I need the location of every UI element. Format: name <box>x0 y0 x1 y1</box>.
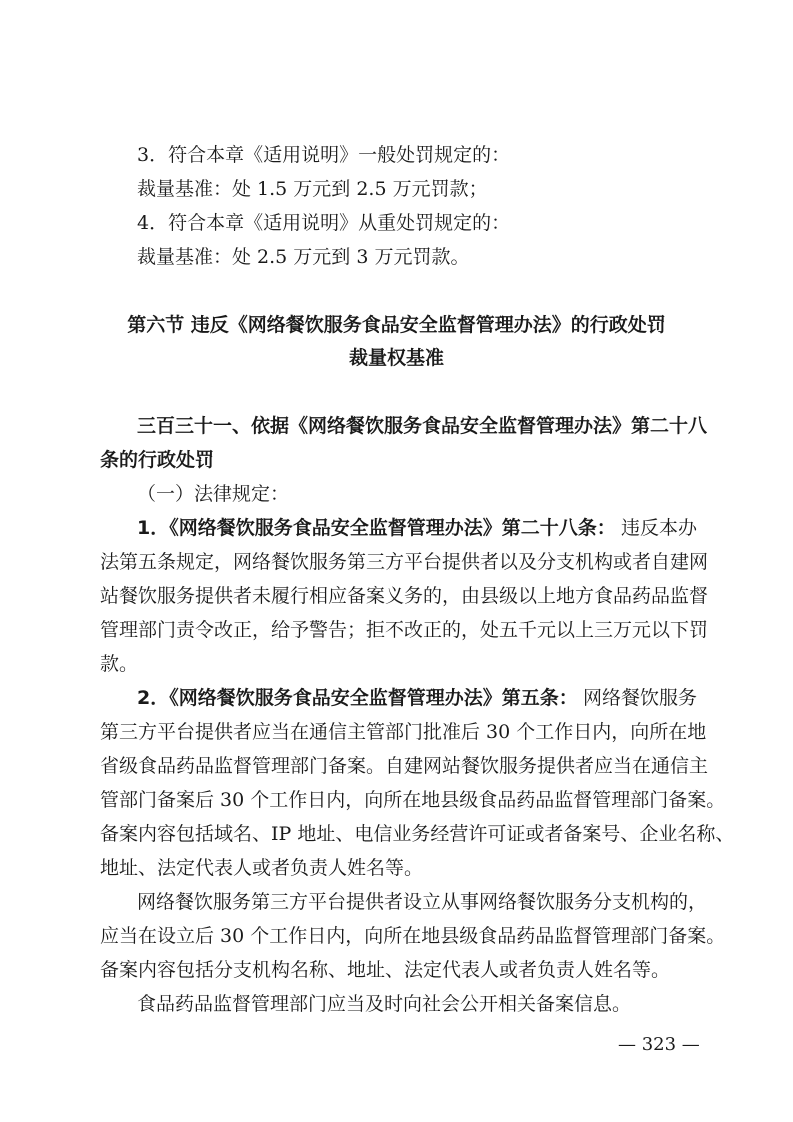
section-title-continued: 裁量权基准 <box>348 347 444 369</box>
section-title: 第六节 违反《网络餐饮服务食品安全监督管理办法》的行政处罚 <box>127 314 666 336</box>
law-heading: （一）法律规定： <box>137 483 290 505</box>
body-line: 款。 <box>100 653 139 675</box>
body-line: 裁量基准：处 1.5 万元到 2.5 万元罚款； <box>137 178 488 200</box>
paragraph-2-first-line <box>137 686 697 710</box>
body-line: 省级食品药品监督管理部门备案。自建网站餐饮服务提供者应当在通信主 <box>100 755 709 777</box>
body-line: 裁量基准：处 2.5 万元到 3 万元罚款。 <box>137 246 470 268</box>
body-line: 网络餐饮服务第三方平台提供者设立从事网络餐饮服务分支机构的， <box>137 891 708 913</box>
paragraph-1-lead: 1．《网络餐饮服务食品安全监督管理办法》第二十八条： <box>137 517 616 539</box>
body-line: 管理部门责令改正，给予警告；拒不改正的，处五千元以上三万元以下罚 <box>100 619 709 641</box>
body-line: 应当在设立后 30 个工作日内，向所在地县级食品药品监督管理部门备案。 <box>100 925 726 947</box>
paragraph-1-lead-rest: 违反本办 <box>620 517 697 539</box>
body-line: 第三方平台提供者应当在通信主管部门批准后 30 个工作日内，向所在地 <box>100 721 707 743</box>
body-line: 管部门备案后 30 个工作日内，向所在地县级食品药品监督管理部门备案。 <box>100 789 726 811</box>
article-title: 三百三十一、依据《网络餐饮服务食品安全监督管理办法》第二十八 <box>137 415 708 437</box>
body-line: 4．符合本章《适用说明》从重处罚规定的： <box>137 212 511 234</box>
body-line: 备案内容包括分支机构名称、地址、法定代表人或者负责人姓名等。 <box>100 959 671 981</box>
page-number: — 323 — <box>618 1034 700 1055</box>
body-line: 法第五条规定，网络餐饮服务第三方平台提供者以及分支机构或者自建网 <box>100 551 709 573</box>
body-line: 站餐饮服务提供者未履行相应备案义务的，由县级以上地方食品药品监督 <box>100 585 709 607</box>
body-line: 食品药品监督管理部门应当及时向社会公开相关备案信息。 <box>137 993 632 1015</box>
paragraph-1-first-line <box>137 516 697 540</box>
paragraph-2-lead: 2．《网络餐饮服务食品安全监督管理办法》第五条： <box>137 687 578 709</box>
body-line: 备案内容包括域名、IP 地址、电信业务经营许可证或者备案号、企业名称、 <box>100 823 735 845</box>
body-line: 地址、法定代表人或者负责人姓名等。 <box>100 857 424 879</box>
body-line: 3．符合本章《适用说明》一般处罚规定的： <box>137 144 511 166</box>
article-title-continued: 条的行政处罚 <box>100 449 215 471</box>
paragraph-2-lead-rest: 网络餐饮服务 <box>582 687 697 709</box>
